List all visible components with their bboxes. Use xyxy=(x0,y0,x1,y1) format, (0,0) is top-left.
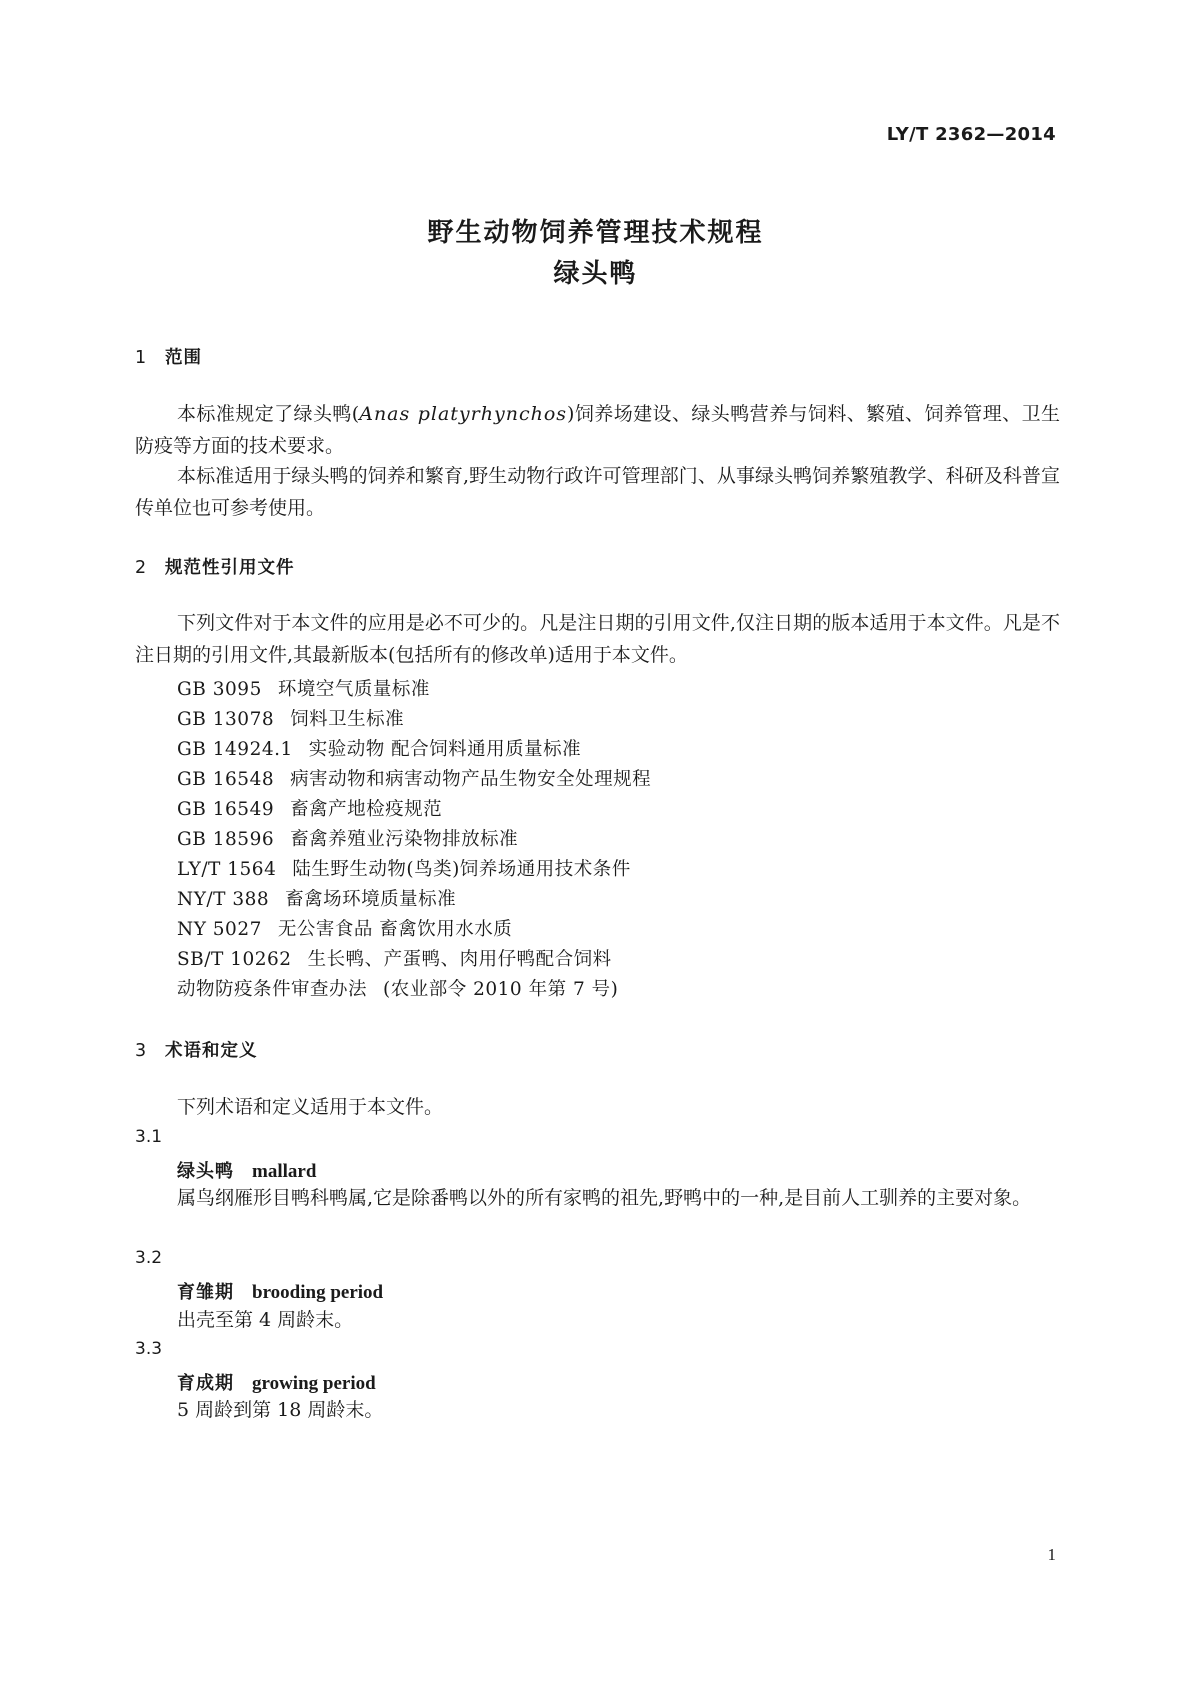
reference-title: 畜禽场环境质量标准 xyxy=(285,889,457,910)
reference-item xyxy=(177,705,404,731)
term-cn: 育成期 xyxy=(177,1373,234,1394)
term-cn: 绿头鸭 xyxy=(177,1161,234,1182)
reference-title: (农业部令 2010 年第 7 号) xyxy=(383,979,619,1000)
term-number: 3.2 xyxy=(135,1248,163,1268)
term-en: brooding period xyxy=(252,1282,384,1303)
term-en: growing period xyxy=(252,1373,376,1394)
reference-item xyxy=(177,885,456,911)
reference-code: LY/T 1564 xyxy=(177,859,277,880)
reference-item xyxy=(177,825,518,851)
reference-code: GB 16548 xyxy=(177,769,275,790)
reference-title: 环境空气质量标准 xyxy=(277,679,430,700)
reference-code: GB 16549 xyxy=(177,799,275,820)
reference-item xyxy=(177,855,631,881)
reference-code: 动物防疫条件审查办法 xyxy=(177,979,368,1000)
section-title: 规范性引用文件 xyxy=(165,558,295,578)
reference-code: GB 14924.1 xyxy=(177,739,293,760)
reference-code: GB 18596 xyxy=(177,829,275,850)
document-subtitle: 绿头鸭 xyxy=(553,259,638,289)
reference-code: GB 3095 xyxy=(177,679,262,700)
section-number: 3 xyxy=(135,1041,148,1061)
term-number: 3.3 xyxy=(135,1339,163,1359)
section-1-paragraph-2: 本标准适用于绿头鸭的饲养和繁育,野生动物行政许可管理部门、从事绿头鸭饲养繁殖教学、科研及科普宣传单位也可参考使用。 xyxy=(135,465,1060,519)
section-2-heading xyxy=(135,554,295,579)
text-run: 本标准规定了绿头鸭( xyxy=(177,403,360,425)
section-number: 2 xyxy=(135,558,148,578)
text-run: )饲养场建设、绿头鸭营养与饲料、繁殖、饲养管理、卫生防疫等方面的技术要求。 xyxy=(135,403,1060,457)
term-number: 3.1 xyxy=(135,1127,163,1147)
latin-name: Anas platyrhynchos xyxy=(359,403,568,425)
reference-code: NY 5027 xyxy=(177,919,262,940)
section-3-intro: 下列术语和定义适用于本文件。 xyxy=(177,1096,444,1118)
reference-title: 病害动物和病害动物产品生物安全处理规程 xyxy=(290,769,652,790)
reference-code: GB 13078 xyxy=(177,709,275,730)
reference-title: 陆生野生动物(鸟类)饲养场通用技术条件 xyxy=(292,859,631,880)
section-1-heading xyxy=(135,344,202,369)
section-3-heading xyxy=(135,1037,258,1062)
document-title: 野生动物饲养管理技术规程 xyxy=(427,218,764,248)
term-definition: 5 周龄到第 18 周龄末。 xyxy=(177,1399,384,1421)
term-definition: 属鸟纲雁形目鸭科鸭属,它是除番鸭以外的所有家鸭的祖先,野鸭中的一种,是目前人工驯养的主要对象。 xyxy=(177,1187,1032,1209)
section-2-intro: 下列文件对于本文件的应用是必不可少的。凡是注日期的引用文件,仅注日期的版本适用于本文件。凡是不注日期的引用文件,其最新版本(包括所有的修改单)适用于本文件。 xyxy=(135,612,1060,666)
section-title: 术语和定义 xyxy=(165,1041,258,1061)
reference-item xyxy=(177,915,512,941)
reference-title: 无公害食品 畜禽饮用水水质 xyxy=(277,919,513,940)
reference-item xyxy=(177,795,442,821)
reference-title: 畜禽产地检疫规范 xyxy=(290,799,443,820)
reference-item xyxy=(177,975,618,1001)
reference-item xyxy=(177,675,430,701)
reference-title: 生长鸭、产蛋鸭、肉用仔鸭配合饲料 xyxy=(307,949,612,970)
term-en: mallard xyxy=(252,1161,317,1182)
reference-item xyxy=(177,945,612,971)
page-number: 1 xyxy=(1047,1545,1056,1564)
term-heading xyxy=(177,1369,376,1395)
reference-item xyxy=(177,735,581,761)
term-heading xyxy=(177,1157,316,1183)
section-title: 范围 xyxy=(165,348,202,368)
reference-title: 实验动物 配合饲料通用质量标准 xyxy=(308,739,582,760)
term-cn: 育雏期 xyxy=(177,1282,234,1303)
reference-code: SB/T 10262 xyxy=(177,949,292,970)
reference-code: NY/T 388 xyxy=(177,889,270,910)
standard-code: LY/T 2362—2014 xyxy=(886,124,1056,145)
section-number: 1 xyxy=(135,348,148,368)
term-definition: 出壳至第 4 周龄末。 xyxy=(177,1309,354,1331)
reference-item xyxy=(177,765,651,791)
section-1-paragraph-1 xyxy=(135,398,1060,462)
reference-title: 饲料卫生标准 xyxy=(290,709,405,730)
term-heading xyxy=(177,1278,383,1304)
reference-title: 畜禽养殖业污染物排放标准 xyxy=(290,829,519,850)
